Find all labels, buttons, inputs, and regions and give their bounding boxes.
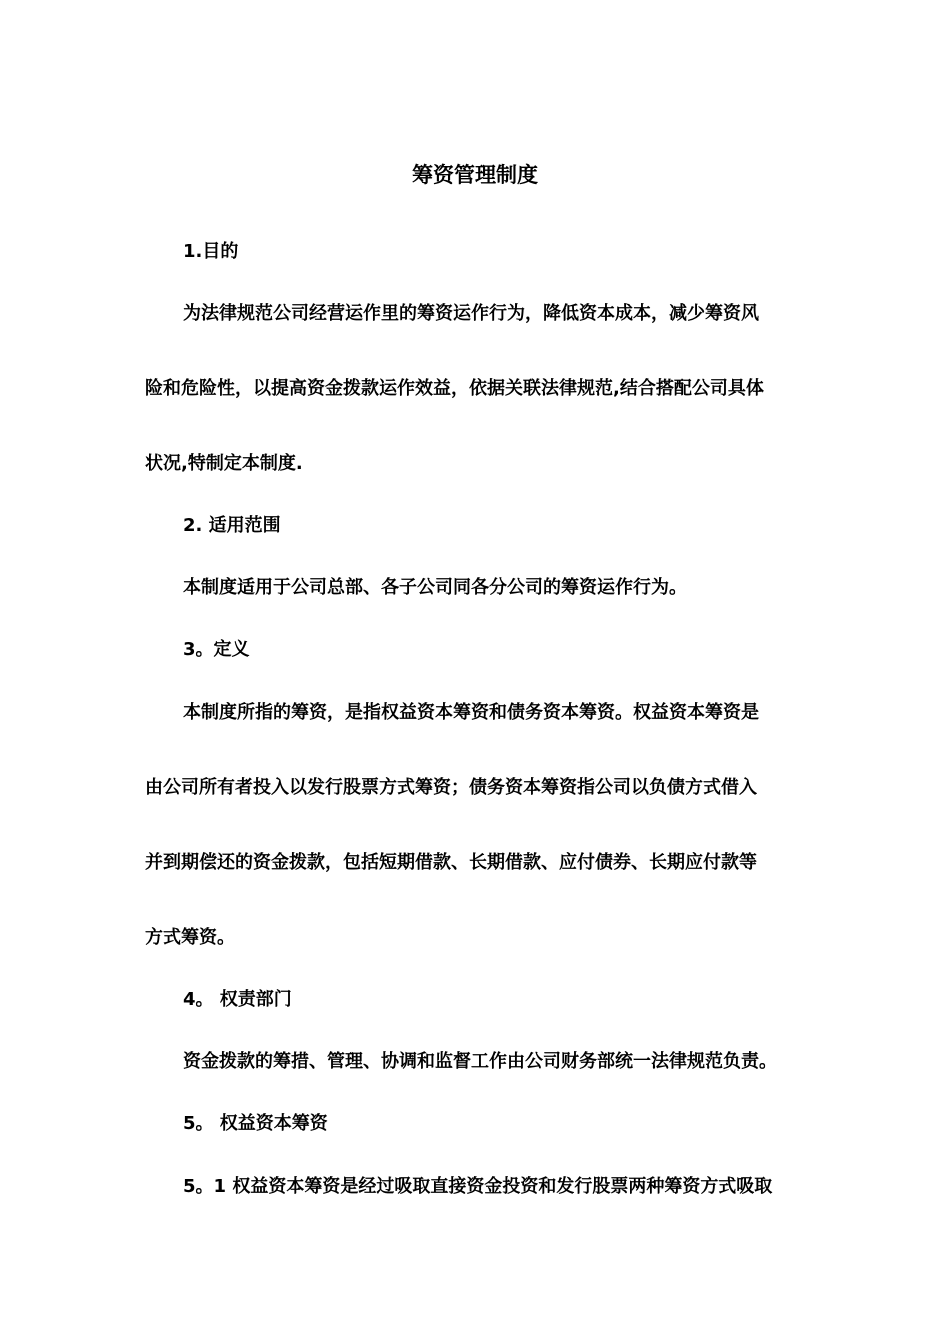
paragraph-line: 并到期偿还的资金拨款，包括短期借款、长期借款、应付债券、长期应付款等: [145, 852, 757, 873]
section-heading-purpose: 1.目的: [183, 241, 239, 262]
paragraph-line: 险和危险性，以提高资金拨款运作效益，依据关联法律规范,结合搭配公司具体: [145, 378, 764, 399]
paragraph-line: 5。1 权益资本筹资是经过吸取直接资金投资和发行股票两种筹资方式吸取: [183, 1176, 773, 1197]
section-heading-definition: 3。定义: [183, 639, 250, 660]
paragraph-line: 本制度适用于公司总部、各子公司同各分公司的筹资运作行为。: [183, 577, 687, 598]
paragraph-line: 状况,特制定本制度.: [145, 453, 303, 474]
paragraph-line: 资金拨款的筹措、管理、协调和监督工作由公司财务部统一法律规范负责。: [183, 1051, 777, 1072]
document-title: 筹资管理制度: [412, 163, 538, 187]
paragraph-line: 由公司所有者投入以发行股票方式筹资；债务资本筹资指公司以负债方式借入: [145, 777, 757, 798]
section-heading-responsibility: 4。 权责部门: [183, 989, 292, 1010]
paragraph-line: 方式筹资。: [145, 927, 235, 948]
section-heading-equity: 5。 权益资本筹资: [183, 1113, 328, 1134]
paragraph-line: 为法律规范公司经营运作里的筹资运作行为，降低资本成本，减少筹资风: [183, 303, 759, 324]
paragraph-line: 本制度所指的筹资，是指权益资本筹资和债务资本筹资。权益资本筹资是: [183, 702, 759, 723]
section-heading-scope: 2. 适用范围: [183, 515, 281, 536]
